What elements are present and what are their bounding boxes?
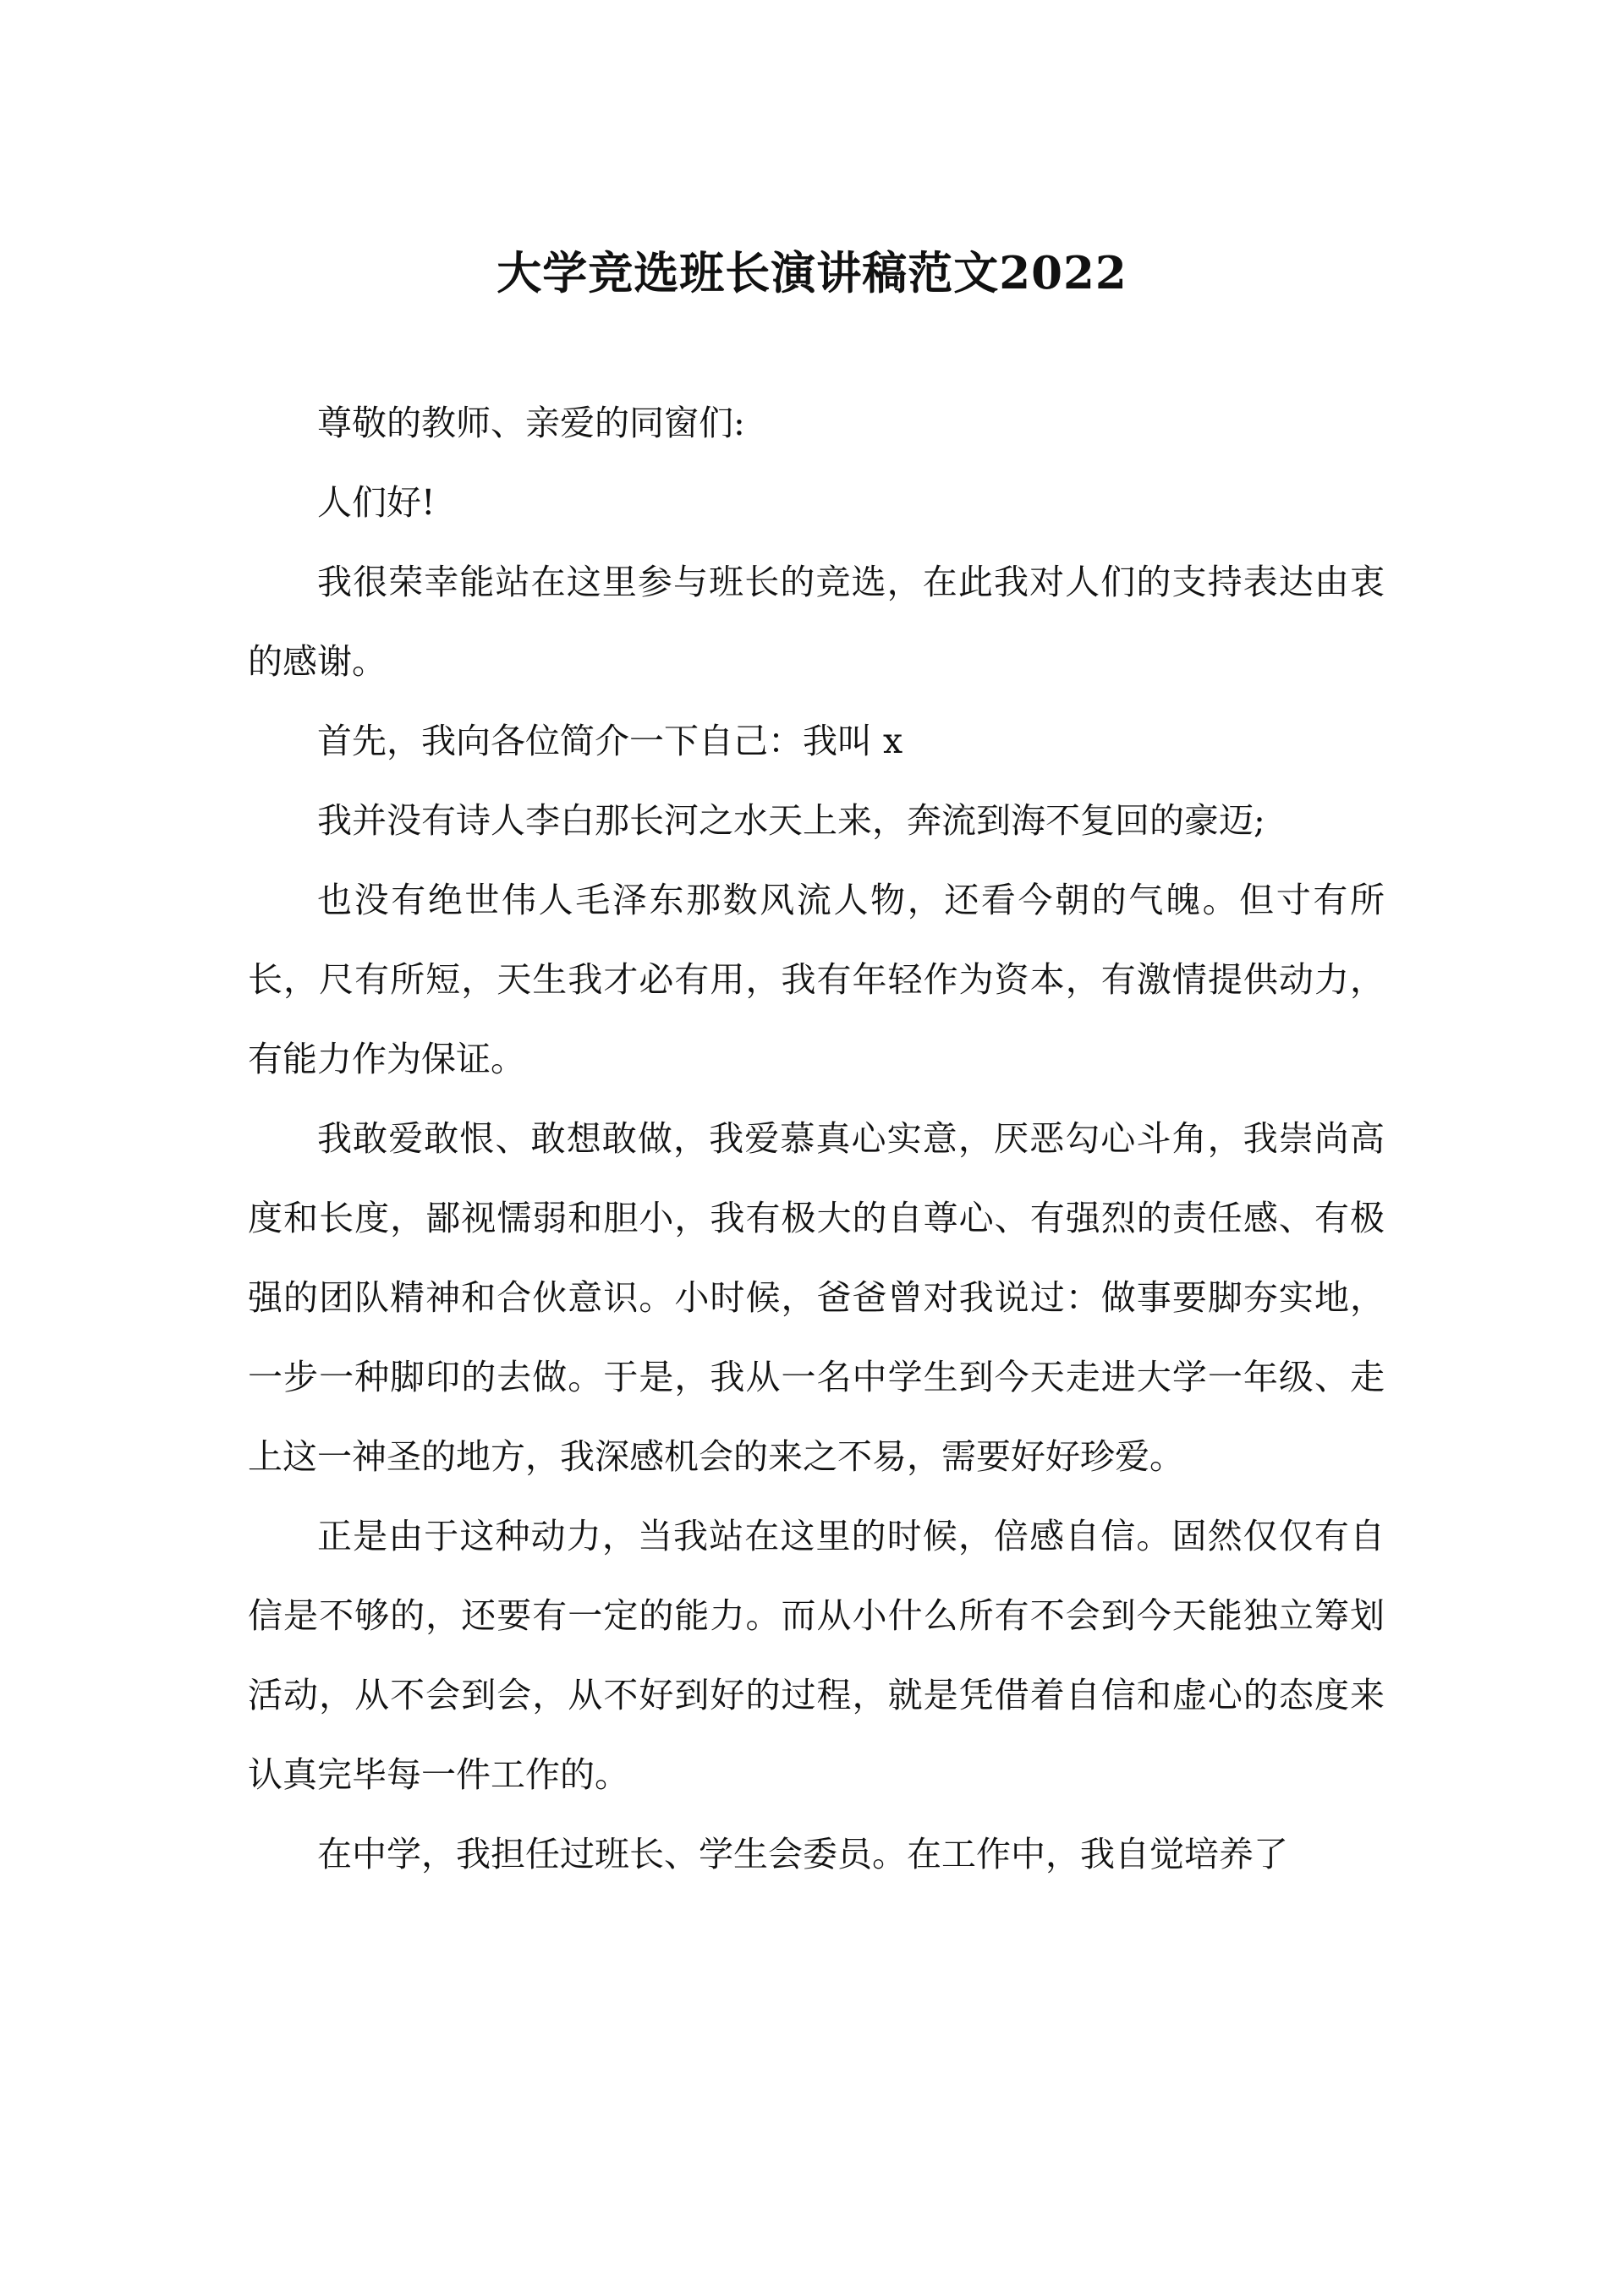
paragraph-character: 我敢爱敢恨、敢想敢做，我爱慕真心实意，厌恶勾心斗角，我崇尚高度和长度，鄙视懦弱和胆小，我有极大的自尊心、有强烈的责任感、有极强的团队精神和合伙意识。小时候，爸爸曾对我说过：做事要脚夯实地，一步一种脚印的去做。于是，我从一名中学生到今天走进大学一年级、走上这一神圣的地方，我深感机会的来之不易，需要好好珍爱。	[248, 1118, 1385, 1477]
paragraph-strengths: 也没有绝世伟人毛泽东那数风流人物，还看今朝的气魄。但寸有所长，尺有所短，天生我才必有用，我有年轻作为资本，有激情提供动力，有能力作为保证。	[248, 880, 1385, 1079]
paragraph-thanks: 我很荣幸能站在这里参与班长的竞选，在此我对人们的支持表达由衷的感谢。	[248, 562, 1385, 682]
document-body	[248, 383, 1385, 1894]
paragraph-hello: 人们好!	[317, 482, 436, 523]
paragraph-confidence: 正是由于这种动力，当我站在这里的时候，倍感自信。固然仅仅有自信是不够的，还要有一定的能力。而从小什么所有不会到今天能独立筹划活动，从不会到会，从不好到好的过程，就是凭借着自信和虚心的态度来认真完毕每一件工作的。	[248, 1516, 1385, 1795]
document-title: 大学竞选班长演讲稿范文2022	[497, 246, 1127, 299]
paragraph-greeting: 尊敬的教师、亲爱的同窗们:	[317, 403, 745, 443]
paragraph-self-intro: 首先，我向各位简介一下自己：我叫 x	[317, 721, 903, 761]
paragraph-li-bai: 我并没有诗人李白那长河之水天上来，奔流到海不复回的豪迈;	[317, 800, 1265, 841]
paragraph-experience: 在中学，我担任过班长、学生会委员。在工作中，我自觉培养了	[317, 1834, 1288, 1874]
